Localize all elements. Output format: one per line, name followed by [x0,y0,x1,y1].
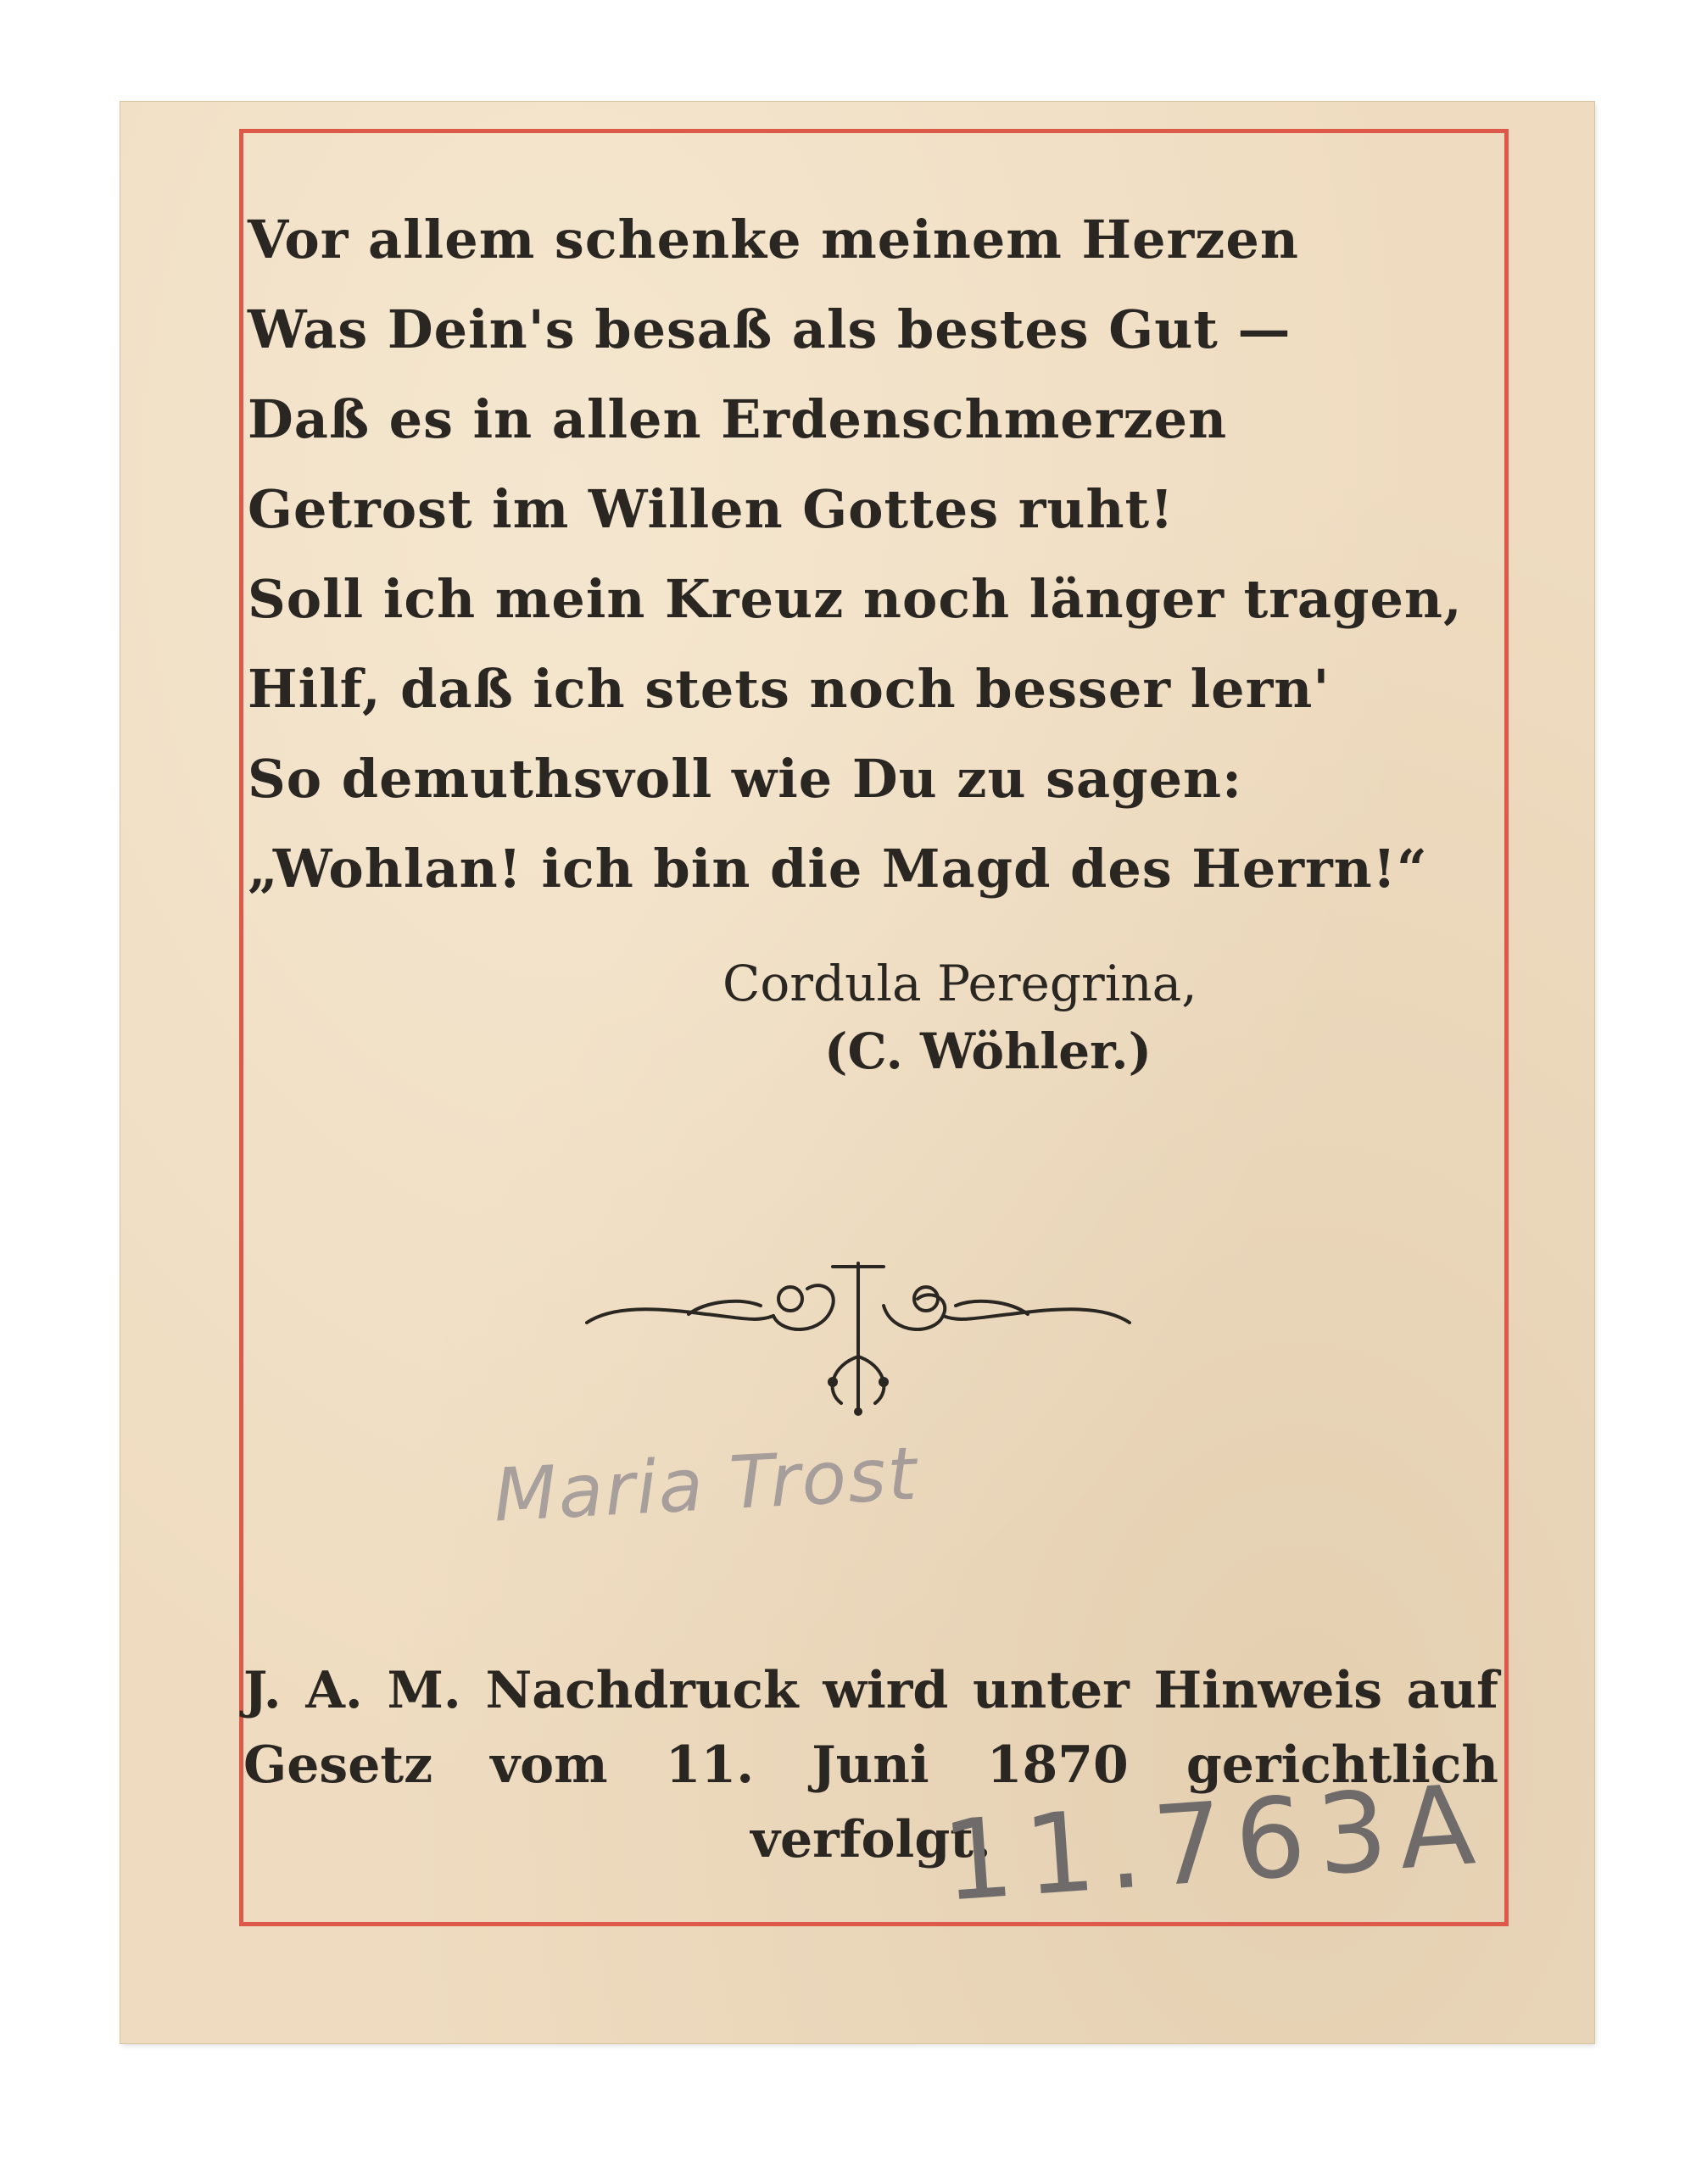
poem [248,195,1494,914]
handwritten-pencil-note: Maria Trost [491,1431,920,1539]
floral-divider-icon [578,1255,1138,1416]
poem-line: So demuthsvoll wie Du zu sagen: [248,748,1242,810]
poem-line: Getrost im Willen Gottes ruht! [248,478,1174,540]
attribution [714,950,1392,1085]
devotional-card [120,102,1594,2043]
catalog-number: 11.763A [938,1759,1491,1926]
poem-line: Vor allem schenke meinem Herzen [248,209,1299,270]
poem-line: „Wohlan! ich bin die Magd des Herrn!“ [248,838,1428,900]
poem-line: Soll ich mein Kreuz noch länger tragen, [248,568,1463,630]
poem-line: Daß es in allen Erdenschmerzen [248,388,1228,450]
author-name: Cordula Peregrina, [722,955,1197,1012]
author-real-name: (C. Wöhler.) [824,1022,1152,1080]
copyright-notice: J. A. M. Nachdruck wird unter Hinweis auf Gesetz vom 11. Juni 1870 gerichtlich verfolgt. [243,1661,1498,1869]
poem-line: Was Dein's besaß als bestes Gut — [248,298,1292,360]
poem-line: Hilf, daß ich stets noch besser lern' [248,658,1331,720]
